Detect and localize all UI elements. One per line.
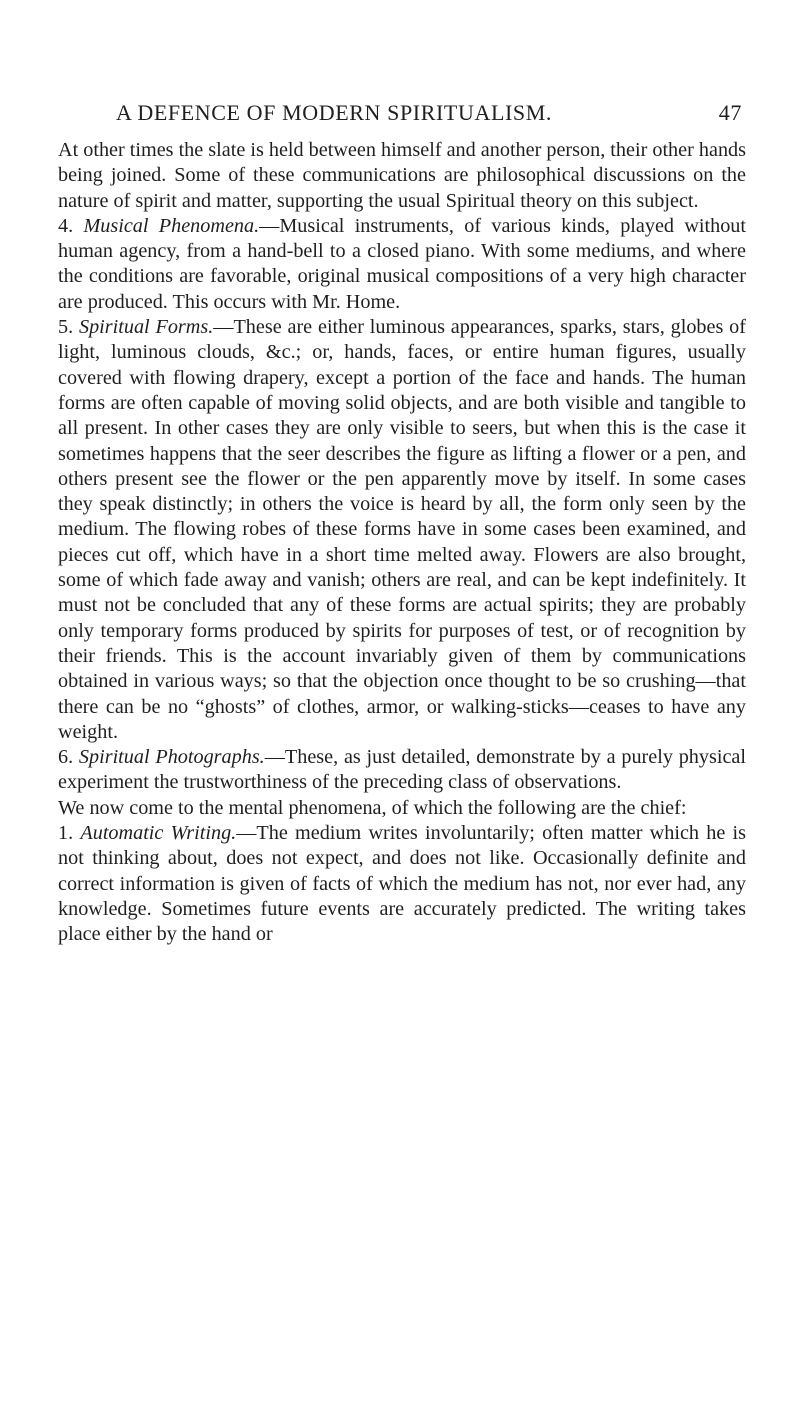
paragraph-text: —Musical instruments, of various kinds, played without human agency, from a hand-bell to a closed piano. With some mediums, and where the conditions are favorable, original musical compositions of a very high character are produced. This occurs with Mr. Home.: [58, 214, 747, 313]
paragraph-text: We now come to the mental phenomena, of which the following are the chief:: [58, 796, 687, 819]
item-number: 6.: [58, 746, 74, 769]
item-term: Automatic Writing.: [80, 822, 237, 845]
paragraph-mental-phenomena: [58, 796, 746, 821]
paragraph-continuation: [58, 138, 746, 214]
item-term: Spiritual Forms.: [78, 316, 214, 339]
paragraph-musical-phenomena: [58, 214, 746, 315]
item-number: 4.: [58, 214, 74, 237]
paragraph-spiritual-photographs: [58, 745, 746, 796]
page-number: 47: [718, 100, 742, 125]
paragraph-text: —These, as just detailed, demonstrate by a purely physical experiment the trustworthiness of the preceding class of observations.: [58, 746, 746, 794]
running-title: A DEFENCE OF MODERN SPIRITUALISM.: [116, 100, 553, 125]
running-head: [116, 100, 746, 126]
item-term: Musical Phenomena.: [83, 214, 260, 237]
body-text: [58, 138, 746, 948]
paragraph-spiritual-forms: [58, 315, 746, 745]
paragraph-text: —These are either luminous appearances, sparks, stars, globes of light, luminous clouds, &c.; or, hands, faces, or entire human figures, usually covered with flowing drapery, except a portion of the face and hands. The human forms are often capable of moving solid objects, and are both visible and tangible to all present. In other cases they are only visible to seers, but when this is the case it sometimes happens that the seer describes the figure as lifting a flower or a pen, and others present see the flower or the pen apparently move by itself. In some cases they speak distinctly; in others the voice is heard by all, the form only seen by the medium. The flowing robes of these forms have in some cases been examined, and pieces cut off, which have in a short time melted away. Flowers are also brought, some of which fade away and vanish; others are real, and can be kept indefinitely. It must not be concluded that any of these forms are actual spirits; they are probably only temporary forms produced by spirits for purposes of test, or of recognition by their friends. This is the account invariably given of them by communications obtained in various ways; so that the objection once thought to be so crushing—that there can be no “ghosts” of clothes, armor, or walking-sticks—ceases to have any weight.: [58, 316, 746, 743]
paragraph-automatic-writing: [58, 821, 746, 947]
item-number: 1.: [58, 822, 74, 845]
item-term: Spiritual Photographs.: [78, 746, 265, 769]
paragraph-text: —The medium writes involuntarily; often matter which he is not thinking about, does not expect, and does not like. Occasionally definite and correct information is given of facts of which the medium has not, nor ever had, any knowledge. Sometimes future events are accurately predicted. The writing takes place either by the hand or: [58, 822, 746, 946]
paragraph-text: At other times the slate is held between himself and another person, their other hands being joined. Some of these communications are philosophical discussions on the nature of spirit and matter, supporting the usual Spiritual theory on this subject.: [58, 139, 746, 212]
item-number: 5.: [58, 316, 74, 339]
book-page: [58, 100, 746, 948]
